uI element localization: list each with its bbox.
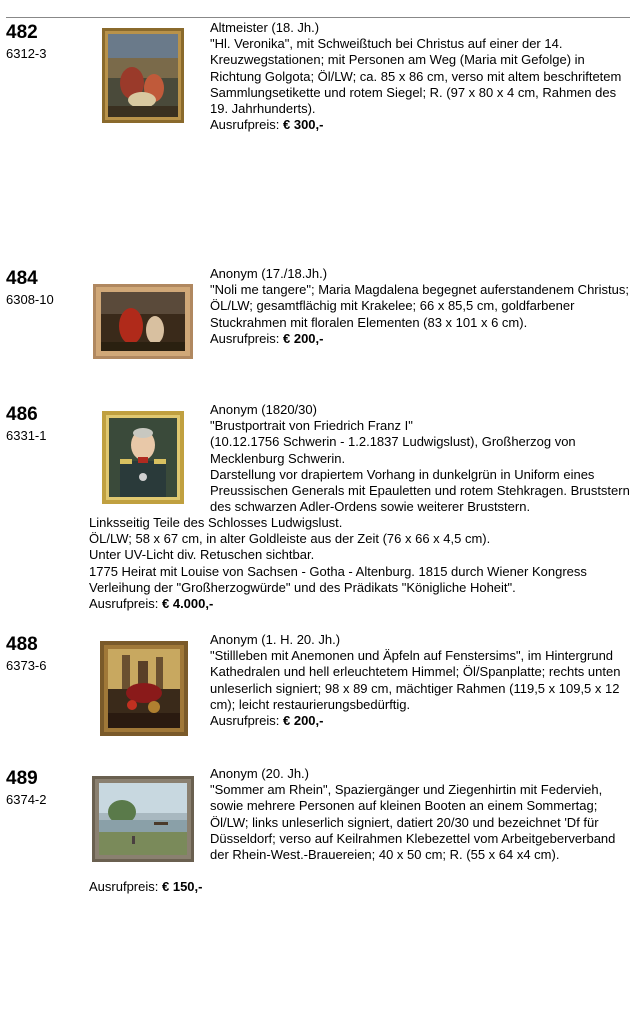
- price-value: € 4.000,-: [162, 596, 214, 612]
- painting-image[interactable]: [100, 641, 188, 736]
- description: "Hl. Veronika", mit Schweißtuch bei Christus auf einer der 14. Kreuzwegstationen; mit Personen am Weg (Maria mit Gefolge) in Richtung Golgota; Öl/LW; ca. 85 x 86 cm, verso mit altem beschriftetem Sammlungsetikette und rotem Siegel; R. (97 x 80 x 4 cm, Rahmen des 19. Jahrhunderts).: [210, 36, 622, 117]
- price-label: Ausrufpreis:: [210, 117, 280, 133]
- description-line: 1775 Heirat mit Louise von Sachsen - Gotha - Altenburg. 1815 durch Wiener Kongress Verleihung der "Großherzogwürde" und des Prädikats "Königliche Hoheit".: [89, 563, 587, 595]
- lot-text-full-width: [89, 879, 634, 895]
- lot-number: 482: [6, 22, 38, 43]
- price-value: € 300,-: [283, 117, 324, 133]
- price-label: Ausrufpreis:: [89, 596, 159, 612]
- artist: Anonym (1820/30): [210, 402, 317, 417]
- lot-text: [210, 266, 632, 347]
- lot-id: 6373-6: [6, 658, 47, 673]
- description-2: Darstellung vor drapiertem Vorhang in dunkelgrün in Uniform eines Preussischen Generals mit Epauletten und rotem Stehkragen. Bruststern des schwarzen Adler-Ordens sowie weiterer Bruststern.: [210, 466, 630, 515]
- lot-id: 6331-1: [6, 428, 47, 443]
- lot-id: 6312-3: [6, 46, 47, 61]
- price-value: € 200,-: [283, 713, 324, 729]
- painting-image[interactable]: [93, 284, 193, 359]
- artist: Altmeister (18. Jh.): [210, 20, 320, 35]
- artist: Anonym (17./18.Jh.): [210, 266, 328, 281]
- price-value: € 200,-: [283, 330, 324, 346]
- lot-number: 488: [6, 634, 38, 655]
- description: "Noli me tangere"; Maria Magdalena begegnet auferstandenem Christus; ÖL/LW; gesamtflächig mit Krakelee; 66 x 85,5 cm, goldfarbener Stuckrahmen mit floralen Elementen (83 x 101 x 6 cm).: [210, 282, 629, 330]
- description: "Sommer am Rhein", Spaziergänger und Ziegenhirtin mit Federvieh, sowie mehrere Personen auf kleinen Booten an einem Sommertag; Öl/LW; links unleserlich signiert, datiert 20/30 und bezeichnet 'Df für Düsseldorf; verso auf Keilrahmen Klebezettel vom Arbeitgeberverband der Rhein-West.-Brauereien; 40 x 50 cm; R. (55 x 64 x4 cm).: [210, 782, 616, 863]
- price-label: Ausrufpreis:: [210, 330, 280, 346]
- painting-image[interactable]: [92, 776, 194, 862]
- painting-image[interactable]: [102, 28, 184, 123]
- price-line: [210, 117, 632, 133]
- lot-text: [210, 402, 632, 515]
- artist: Anonym (20. Jh.): [210, 766, 309, 781]
- price-line: [89, 596, 634, 612]
- artist: Anonym (1. H. 20. Jh.): [210, 632, 341, 647]
- lot-number: 484: [6, 268, 38, 289]
- top-divider: [6, 17, 630, 18]
- description-line: Linksseitig Teile des Schlosses Ludwigslust.: [89, 515, 343, 530]
- lot-number: 486: [6, 404, 38, 425]
- title: "Brustportrait von Friedrich Franz I": [210, 418, 413, 434]
- price-value: € 150,-: [162, 879, 203, 894]
- description: (10.12.1756 Schwerin - 1.2.1837 Ludwigslust), Großherzog von Mecklenburg Schwerin.: [210, 434, 576, 466]
- price-line: [210, 331, 632, 347]
- description-line: Unter UV-Licht div. Retuschen sichtbar.: [89, 547, 315, 563]
- lot-text: [210, 20, 632, 133]
- lot-id: 6308-10: [6, 292, 54, 307]
- painting-image[interactable]: [102, 411, 184, 504]
- description-line: ÖL/LW; 58 x 67 cm, in alter Goldleiste aus der Zeit (76 x 66 x 4,5 cm).: [89, 531, 491, 547]
- lot-number: 489: [6, 768, 38, 789]
- lot-text: [210, 766, 632, 863]
- price-line: [210, 713, 632, 729]
- price-label: Ausrufpreis:: [89, 879, 159, 894]
- description: "Stillleben mit Anemonen und Äpfeln auf Fenstersims", im Hintergrund Kathedralen und hell erleuchtetem Himmel; Öl/Spanplatte; rechts unten unleserlich signiert; 98 x 89 cm, mächtiger Rahmen (119,5 x 109,5 x 12 cm); leicht restaurierungsbedürftig.: [210, 648, 621, 712]
- price-label: Ausrufpreis:: [210, 713, 280, 729]
- price-line: [89, 879, 634, 895]
- lot-text: [210, 632, 632, 729]
- lot-text-full-width: [89, 515, 634, 612]
- lot-id: 6374-2: [6, 792, 47, 807]
